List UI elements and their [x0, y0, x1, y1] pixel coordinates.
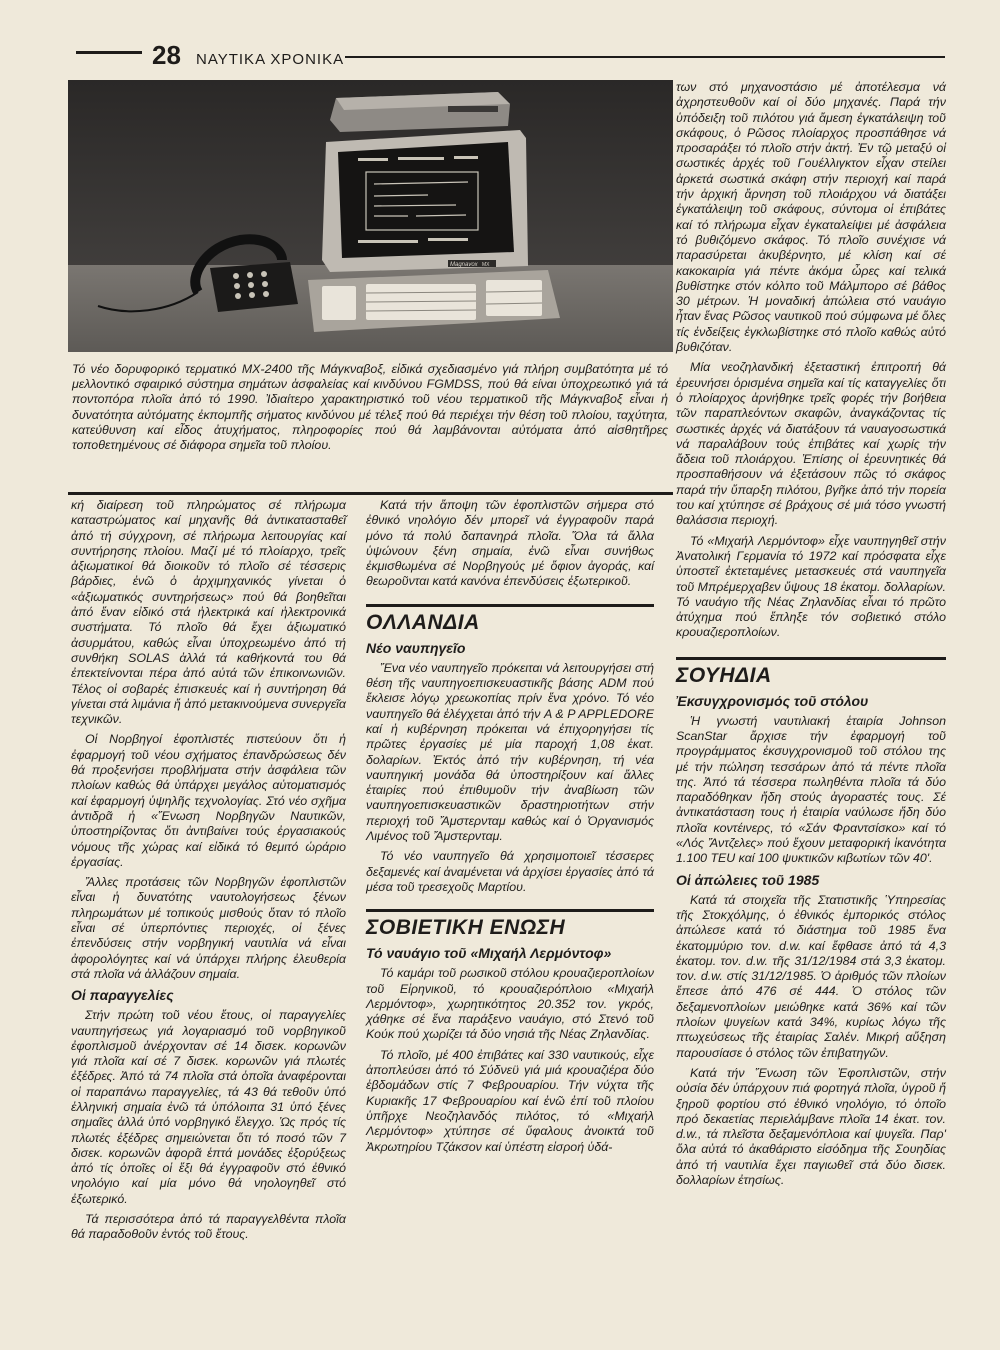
section-rule-sweden	[676, 657, 946, 660]
caption-rule	[68, 492, 673, 495]
col1-paragraph-4: Στήν πρώτη τοῦ νέου ἔτους, οἱ παραγγελίες ναυπηγήσεως γιά λογαριασμό τοῦ νορβηγικοῦ ἐφοπλισμοῦ ἀνέρχονταν σέ 14 δισεκ. κορωνῶν γιά πλοῖα καί σέ 7 δισεκ. κορωνῶν γιά πλωτές ἐξέδρες. Ἀπό τά 74 πλοῖα στά ὁποῖα ἀναφέρονται οἱ παραπάνω παραγγελίες, τά 43 θά τεθοῦν ὑπό ἑλληνική σημαία ἐνῶ τά ὑπόλοιπα 31 ὑπό ξένες σημαῖες ἀλλά ὑπό νορβηγικό ἔλεγχο. Ὡς πρός τίς πλωτές ἐξέδρες σημειώνεται ὅτι τό ποσό τῶν 7 δισεκ. κορωνῶν ἀφορᾶ ἑπτά μονάδες ἐξορύξεως ἀπό τίς ὁποῖες οἱ ἕξι θά ἐγγραφοῦν στό ἐθνικό νηολόγιο καί μία μόνο θά νηολογηθεῖ στό ἐξωτερικό.	[71, 1008, 346, 1206]
col2-paragraph-3: Τό νέο ναυπηγεῖο θά χρησιμοποιεῖ τέσσερες δεξαμενές καί ἀναμένεται νά ἀρχίσει ἐργασίες ἀπό τά μέσα τοῦ τρεσεχοῦς Μαρτίου.	[366, 849, 654, 894]
header-rule-left	[76, 51, 142, 54]
col2-paragraph-2: Ἕνα νέο ναυπηγεῖο πρόκειται νά λειτουργήσει στή θέση τῆς ναυπηγοεπισκευαστικῆς βάσης ADM πού ἔκλεισε λόγῳ χρεωκοπίας πρίν ἕνα χρόνο. Τό νέο ναυπηγεῖο θά ἐλέγχεται ἀπό τήν A & P APPLEDORE καί ἡ κυβέρνηση πρόκειται νά ἐπιχορηγήσει τίς πρῶτες ἐργασίες μέ μία παροχή 1,08 ἑκατ. δολαρίων. Ἐκτός ἀπό τήν κυβέρνηση, τή νέα ναυπηγική μονάδα θά ὑποστηρίξουν καί ἄλλες ἑταιρίες πού ἐπιθυμοῦν τήν ἀναβίωση τῶν ναυπηγοεπισκευαστικῶν δραστηριοτήτων στήν περιοχή τοῦ Ἄμστερνταμ καθώς καί ὁ Ὀργανισμός Λιμένος τοῦ Ἄμστερνταμ.	[366, 660, 654, 844]
col2-paragraph-4: Τό καμάρι τοῦ ρωσικοῦ στόλου κρουαζιεροπλοίων τοῦ Εἰρηνικοῦ, τό κρουαζιερόπλοιο «Μιχαήλ Λερμόντοφ», χωρητικότητος 20.352 τον. γκρός, χάθηκε σέ ἕνα παράξενο ναυάγιο, στό Στενό τοῦ Κούκ πού χωρίζει τά δύο νησιά τῆς Νέας Ζηλανδίας.	[366, 966, 654, 1042]
page-number: 28	[152, 40, 181, 70]
section-rule-soviet-union	[366, 909, 654, 912]
col1-paragraph-1: κή διαίρεση τοῦ πληρώματος σέ πλήρωμα καταστρώματος καί μηχανῆς θά ἀντικατασταθεῖ ἀπό τή σύγχρονη, σέ πλήρωμα λειτουργίας καί συντήρησης πλοίου. Μαζί μέ τό πλοίαρχο, τρεῖς ἀξιωματικοί θά διοικοῦν τό πλοῖο σέ τέσσερις βάρδιες, ἐνῶ ὁ ἀρχιμηχανικός γίνεται ὁ «ἀξιωματικός συντηρήσεως» πού θά βοηθεῖται ἀπό ἕναν εἰδικό στά ἠλεκτρικά καί ἠλεκτρονικά συστήματα. Τό πλοῖο θά ἔχει ἀξιωματικό ἀσυρμάτου, καθώς εἶναι ὑποχρεωμένο ἀπό τή συνθήκη SOLAS ἀλλά τά καθήκοντά του θά ἐπεκτείνονται πέρα ἀπό αὐτά τῶν ἐπικοινωνιῶν. Τέλος οἱ σοβαρές ἐπισκευές καί ἡ συντήρηση θά γίνεται στά λιμάνια ἤ ἀπό μετακινούμενα συνεργεῖα τεχνικῶν.	[71, 498, 346, 727]
col1-paragraph-2: Οἱ Νορβηγοί ἐφοπλιστές πιστεύουν ὅτι ἡ ἐφαρμογή τοῦ νέου σχήματος ἐπανδρώσεως δέν θά προξενήσει προβλήματα στήν ἀσφάλεια τῶν πλοίων καθώς θά ὑπάρχει μεγάλος αὐτοματισμός καί ἐφαρμογή ὑψηλῆς τεχνολογίας. Στό νέο σχῆμα ἀντιδρᾶ ἡ «Ἕνωση Νορβηγῶν Ναυτικῶν, ὑποστηρίζοντας ὅτι ἀντιβαίνει τούς ἐργασιακούς νόμους τῆς χώρας καί εἰδικά τό θεμιτό ὡράριο ἐργασίας.	[71, 732, 346, 869]
col3-paragraph-2: Μία νεοζηλανδική ἐξεταστική ἐπιτροπή θά ἐρευνήσει ὁρισμένα σημεῖα καί τίς καταγγελίες ὅτι ὁ πλοίαρχος ἀρνήθηκε τρεῖς φορές τήν βοήθεια τῶν παραπλεόντων σκαφῶν, ἀναγκάζοντας τίς σωστικές ἀρχές νά διατάξουν τά ναυαγοσωστικά νά παραλάβουν τούς ἐπιβάτες καί χωρίς τήν ἄδεια τοῦ πλοιάρχου. Ἐπίσης οἱ ἐρευνητικές θά προσπαθήσουν νά ἐξετάσουν πῶς τό σκάφος παρά τήν ὕπαρξη πιλότου, βγῆκε ἀπό τήν πορεία του καί χτύπησε σέ βράχους σέ μιά τόσο γνωστή θαλάσσια περιοχή.	[676, 360, 946, 528]
col3-paragraph-4: Ἡ γνωστή ναυτιλιακή ἑταιρία Johnson ScanStar ἄρχισε τήν ἐφαρμογή τοῦ προγράμματος ἐκσυγχρονισμοῦ τοῦ στόλου της μέ τήν πώληση τεσσάρων ἀπό τά πέντε πλοῖα της. Ἀπό τά τέσσερα πωληθέντα πλοῖα τά δύο παραδόθηκαν ἤδη στούς ἀγοραστές τους. Σέ ἀντικατάσταση τους ἡ ἑταιρία ναύλωσε ἤδη δύο πλοῖα κοντέινερς, τό «Σάν Φραντσίσκο» καί τό «Λός Ἄντζελες» πού ἔχουν μεταφορική ἱκανότητα 1.100 TEU καί 100 ψυκτικῶν κιβωτίων τῶν 40'.	[676, 713, 946, 866]
section-title-sweden: ΣΟΥΗΔΙΑ	[676, 663, 772, 687]
col1-paragraph-3: Ἄλλες προτάσεις τῶν Νορβηγῶν ἐφοπλιστῶν εἶναι ἡ δυνατότης ναυτολογήσεως ξένων πληρωμάτων μέ τοπικούς μισθούς ὅταν τό πλοῖο εἶναι σέ ὑπερπόντιες περιοχές, οἱ ξένες ἐπενδύσεις στήν νορβηγική ναυτιλία νά εἶναι ἀφορολόγητες καί νά ὑπάρχει πλήρης ἐλευθερία στά πλοῖα νά ἀλλάζουν σημαία.	[71, 875, 346, 981]
col3-paragraph-1: των στό μηχανοστάσιο μέ ἀποτέλεσμα νά ἀχρηστευθοῦν καί οἱ δύο μηχανές. Παρά τήν ὑπόδειξη τοῦ πιλότου γιά ἄμεση ἐγκατάλειψη τοῦ σκάφους, ὁ Ρῶσος πλοίαρχος προσπάθησε νά προσαράξει τό πλοῖο στήν ἀκτή. Ἐν τῷ μεταξύ οἱ σωστικές ἀρχές τοῦ Γουέλλιγκτον εἶχαν στείλει ἀρκετά σωστικά σκάφη στήν περιοχή καί παρά τήν ἀρχική ἄρνηση τοῦ πλοιάρχου νά διατάξει ἐγκατάλειψη τοῦ σκάφους, σύντομα οἱ ἐπιβάτες καί τό πλήρωμα εἶχαν ἐγκαταλείψει μέ ἀσφάλεια τό βυθιζόμενο σκάφος. Τό πλοῖο συνέχισε νά παρασύρεται ἀκυβέρνητο, μέ κλίση καί σέ κακοκαιρία γιά πέντε ἀκόμα ὧρες καί τελικά βυθίστηκε στόν κόλπο τοῦ Μάλμπορο σέ βάθος 30 μέτρων. Ἡ μοναδική ἀπώλεια στό ναυάγιο ἦταν ἕνας Ρῶσος ναυτικοῦ πού σύμφωνα μέ ὅλες τίς ἐνδείξεις ἐγκλωβίστηκε στό πλοῖο καθώς αὐτό βυθιζόταν.	[676, 80, 946, 355]
section-rule-netherlands	[366, 604, 654, 607]
photo-caption: Τό νέο δορυφορικό τερματικό MX-2400 τῆς Μάγκναβοξ, εἰδικά σχεδιασμένο γιά πλήρη συμβατότητα μέ τό μελλοντικό σφαιρικό σύστημα σημάτων ἀσφαλείας καί κινδύνου FGMDSS, πού θά είναι ὑποχρεωτικό γιά τά ποντοπόρα πλοῖα ἀπό τό 1990. Ἰδιαίτερο χαρακτηριστικό τοῦ νέου τερματικοῦ τῆς Μάγκναβοξ εἶναι ἡ δυνατότητα αὐτόματης ἐκπομπῆς σήματος κινδύνου μέ τέλεξ πού θά περιέχει τήν θέση τοῦ πλοίου, ταχύτητα, κατεύθυνση καί εἶδος ἀτυχήματος, πληροφορίες πού θά λαμβάνονται αὐτόματα ἀπό αἰσθητῆρες τοποθετημένους σέ διάφορα σημεῖα τοῦ πλοίου.	[72, 362, 668, 453]
subheading-new-shipyard: Νέο ναυπηγεῖο	[366, 639, 466, 656]
header-rule-right	[345, 56, 945, 58]
subheading-orders: Οἱ παραγγελίες	[71, 987, 174, 1004]
subheading-fleet-modernisation: Ἐκσυγχρονισμός τοῦ στόλου	[676, 692, 869, 709]
section-title-soviet-union: ΣΟΒΙΕΤΙΚΗ ΕΝΩΣΗ	[366, 916, 566, 940]
col2-paragraph-1: Κατά τήν ἄποψη τῶν ἐφοπλιστῶν σήμερα στό ἐθνικό νηολόγιο δέν μπορεῖ νά ἐγγραφοῦν παρά μόνο τά πολύ δαπανηρά πλοῖα. Ὅλα τά ἄλλα ὑψώνουν ξένη σημαία, ἐνῶ εἶναι συνήθως ἐκμισθωμένα σέ Νορβηγούς μέ ὄφιον ἀγοράς, καί θεωροῦνται κατά κανόνα ἐπενδύσεις ἐξωτερικοῦ.	[366, 498, 654, 589]
terminal-photo	[68, 80, 673, 352]
col1-paragraph-5: Τά περισσότερα ἀπό τά παραγγελθέντα πλοῖα θά παραδοθοῦν ἐντός τοῦ ἔτους.	[71, 1212, 346, 1242]
terminal-illustration	[68, 80, 673, 352]
column-2	[366, 498, 654, 1160]
col3-paragraph-3: Τό «Μιχαήλ Λερμόντοφ» εἶχε ναυπηγηθεῖ στήν Ἀνατολική Γερμανία τό 1972 καί πρόσφατα εἶχε ὑποστεῖ ἐκτεταμένες μετασκευές στά ναυπηγεῖα τοῦ Μπρέμερχαβεν ὕψους 18 ἑκατομ. δολλαρίων. Τό ναυάγιο τῆς Νέας Ζηλανδίας εἶναι τό πρῶτο ἀτύχημα πού ἔπληξε τόν σοβιετικό στόλο κρουαζιεροπλοίων.	[676, 533, 946, 640]
monitor-brand-label: Magnavox	[450, 262, 478, 268]
monitor-model-label: MX	[482, 262, 490, 268]
subheading-losses-1985: Οἱ ἀπώλειες τοῦ 1985	[676, 871, 820, 888]
column-1	[71, 498, 346, 1248]
col3-paragraph-5: Κατά τά στοιχεῖα τῆς Στατιστικῆς Ὑπηρεσίας τῆς Στοκχόλμης, ὁ ἐθνικός ἐμπορικός στόλος ἀπώλεσε κατά τό διάστημα τοῦ 1985 ἕνα ἑκατομμύριο τον. d.w. καί ἔφθασε ἀπό τά 4,3 ἑκατομ. τον. d.w. τῆς 31/12/1984 στά 3,3 ἑκατομ. τον. d.w. στίς 31/12/1985. Ὁ ἀριθμός τῶν πλοίων ἔπεσε ἀπό 476 σέ 444. Ὁ στόλος τῶν δεξαμενοπλοίων μειώθηκε κατά 36% καί τῶν πλοίων ψυγείων κατά 34%, κυρίως λόγω τῆς πτωχεύσεως τῆς ἑταιρίας Σαλέν. Μικρή αὔξηση παρουσίασε ὁ στόλος τῶν ἐπιβατηγῶν.	[676, 892, 946, 1060]
section-title-netherlands: ΟΛΛΑΝΔΙΑ	[366, 610, 480, 634]
magazine-name: ΝΑΥΤΙΚΑ ΧΡΟΝΙΚΑ	[196, 51, 345, 68]
subheading-lermontov-wreck: Τό ναυάγιο τοῦ «Μιχαήλ Λερμόντοφ»	[366, 945, 612, 962]
col3-paragraph-6: Κατά τήν Ἕνωση τῶν Ἐφοπλιστῶν, στήν οὐσία δέν ὑπάρχουν πιά φορτηγά πλοῖα, ὑγροῦ ἤ ξηροῦ φορτίου στό ἐθνικό νηολόγιο, τό ὁποῖο πρό δεκαετίας περιελάμβανε πλοῖα 14 ἑκατ. τον. d.w., τά πλεῖστα δεξαμενόπλοια καί ψυγεῖα. Παρ' ὅλα αὐτά τό ἀκαθάριστο εἰσόδημα τῆς Σουηδίας ἀπό τή ναυτιλία ἔχει παγιωθεῖ στά δύο δισεκ. δολλαρίων ἐτησίως.	[676, 1065, 946, 1187]
col2-paragraph-5: Τό πλοῖο, μέ 400 ἐπιβάτες καί 330 ναυτικούς, εἶχε ἀποπλεύσει ἀπό τό Σύδνεϋ γιά μιά κρουαζιέρα δύο ἑβδομάδων στίς 7 Φεβρουαρίου. Τήν νύχτα τῆς Κυριακῆς 17 Φεβρουαρίου καί ἐνῶ ἐπί τοῦ πλοίου ὑπῆρχε Νεοζηλανδός πιλότος, τό «Μιχαήλ Λερμόντοφ» χτύπησε σέ ὕφαλους ἀνοικτά τοῦ Ἀκρωτηρίου Τζάκσον καί ὑπέστη εἰσροή ὑδά-	[366, 1047, 654, 1154]
column-3	[676, 80, 946, 1193]
